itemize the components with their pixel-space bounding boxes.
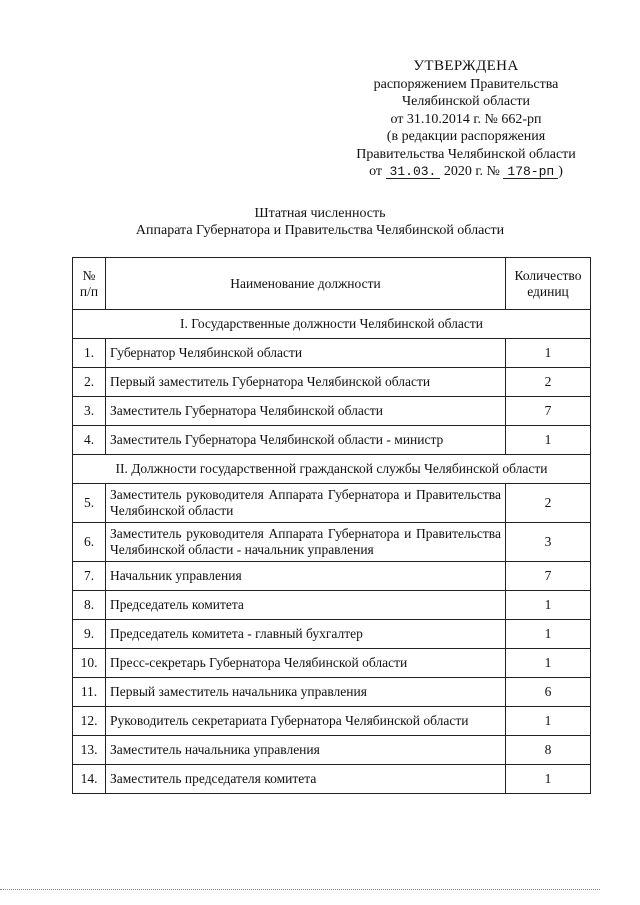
position-quantity: 1 (506, 591, 591, 620)
position-name: Заместитель Губернатора Челябинской области - министр (106, 426, 506, 455)
approval-date-line (340, 163, 592, 181)
approval-line: Правительства Челябинской области (356, 146, 576, 162)
position-name: Председатель комитета (106, 591, 506, 620)
position-name: Председатель комитета - главный бухгалтер (106, 620, 506, 649)
row-number: 3. (73, 397, 106, 426)
approval-line: (в редакции распоряжения (386, 129, 546, 144)
table-row (73, 523, 591, 562)
approval-title: УТВЕРЖДЕНА (413, 58, 519, 74)
table-row (73, 484, 591, 523)
table-row (73, 397, 591, 426)
position-quantity: 1 (506, 426, 591, 455)
position-name: Заместитель руководителя Аппарата Губернатора и Правительства Челябинской области (106, 484, 506, 523)
table-row (73, 368, 591, 397)
table-row (73, 736, 591, 765)
position-name: Губернатор Челябинской области (106, 339, 506, 368)
position-quantity: 7 (506, 562, 591, 591)
staffing-table (72, 257, 591, 794)
row-number: 10. (73, 649, 106, 678)
position-quantity: 7 (506, 397, 591, 426)
position-quantity: 8 (506, 736, 591, 765)
row-number: 2. (73, 368, 106, 397)
position-quantity: 2 (506, 484, 591, 523)
table-row (73, 591, 591, 620)
row-number: 5. (73, 484, 106, 523)
row-number: 11. (73, 678, 106, 707)
document-title (0, 205, 640, 239)
table-row (73, 339, 591, 368)
table-header-row (73, 258, 591, 310)
handwritten-number: 178-рп (503, 165, 558, 179)
document-title-line: Аппарата Губернатора и Правительства Челябинской области (135, 223, 505, 238)
closing-paren: ) (558, 164, 563, 179)
row-number: 6. (73, 523, 106, 562)
year-text: 2020 г. № (443, 164, 500, 179)
section-row (73, 455, 591, 484)
row-number: 1. (73, 339, 106, 368)
position-name: Заместитель начальника управления (106, 736, 506, 765)
table-row (73, 426, 591, 455)
position-quantity: 1 (506, 620, 591, 649)
position-name: Заместитель руководителя Аппарата Губернатора и Правительства Челябинской области - начальник управления (106, 523, 506, 562)
approval-line: от 31.10.2014 г. № 662-рп (390, 111, 542, 127)
row-number: 8. (73, 591, 106, 620)
table-body (73, 310, 591, 794)
position-name: Пресс-секретарь Губернатора Челябинской области (106, 649, 506, 678)
section-title: I. Государственные должности Челябинской области (73, 310, 591, 339)
row-number: 12. (73, 707, 106, 736)
section-title: II. Должности государственной гражданской службы Челябинской области (73, 455, 591, 484)
position-quantity: 1 (506, 765, 591, 794)
approval-stamp (340, 58, 592, 181)
position-name: Заместитель Губернатора Челябинской области (106, 397, 506, 426)
header-position-name: Наименование должности (106, 258, 506, 310)
position-name: Руководитель секретариата Губернатора Челябинской области (106, 707, 506, 736)
position-quantity: 2 (506, 368, 591, 397)
row-number: 4. (73, 426, 106, 455)
position-name: Первый заместитель начальника управления (106, 678, 506, 707)
document-title-line: Штатная численность (254, 206, 386, 221)
table-row (73, 649, 591, 678)
position-name: Начальник управления (106, 562, 506, 591)
position-quantity: 6 (506, 678, 591, 707)
row-number: 9. (73, 620, 106, 649)
position-quantity: 1 (506, 649, 591, 678)
date-prefix: от (369, 164, 383, 179)
section-row (73, 310, 591, 339)
position-quantity: 1 (506, 707, 591, 736)
position-quantity: 3 (506, 523, 591, 562)
header-quantity: Количество единиц (506, 258, 591, 310)
approval-line: распоряжением Правительства (373, 76, 559, 92)
header-number: № п/п (73, 258, 106, 310)
position-quantity: 1 (506, 339, 591, 368)
approval-line: Челябинской области (402, 94, 530, 109)
handwritten-date: 31.03. (386, 165, 441, 179)
position-name: Первый заместитель Губернатора Челябинской области (106, 368, 506, 397)
table-row (73, 707, 591, 736)
row-number: 13. (73, 736, 106, 765)
table-row (73, 765, 591, 794)
table-row (73, 678, 591, 707)
table-row (73, 620, 591, 649)
page-bottom-divider (0, 889, 600, 890)
row-number: 14. (73, 765, 106, 794)
position-name: Заместитель председателя комитета (106, 765, 506, 794)
table-row (73, 562, 591, 591)
row-number: 7. (73, 562, 106, 591)
